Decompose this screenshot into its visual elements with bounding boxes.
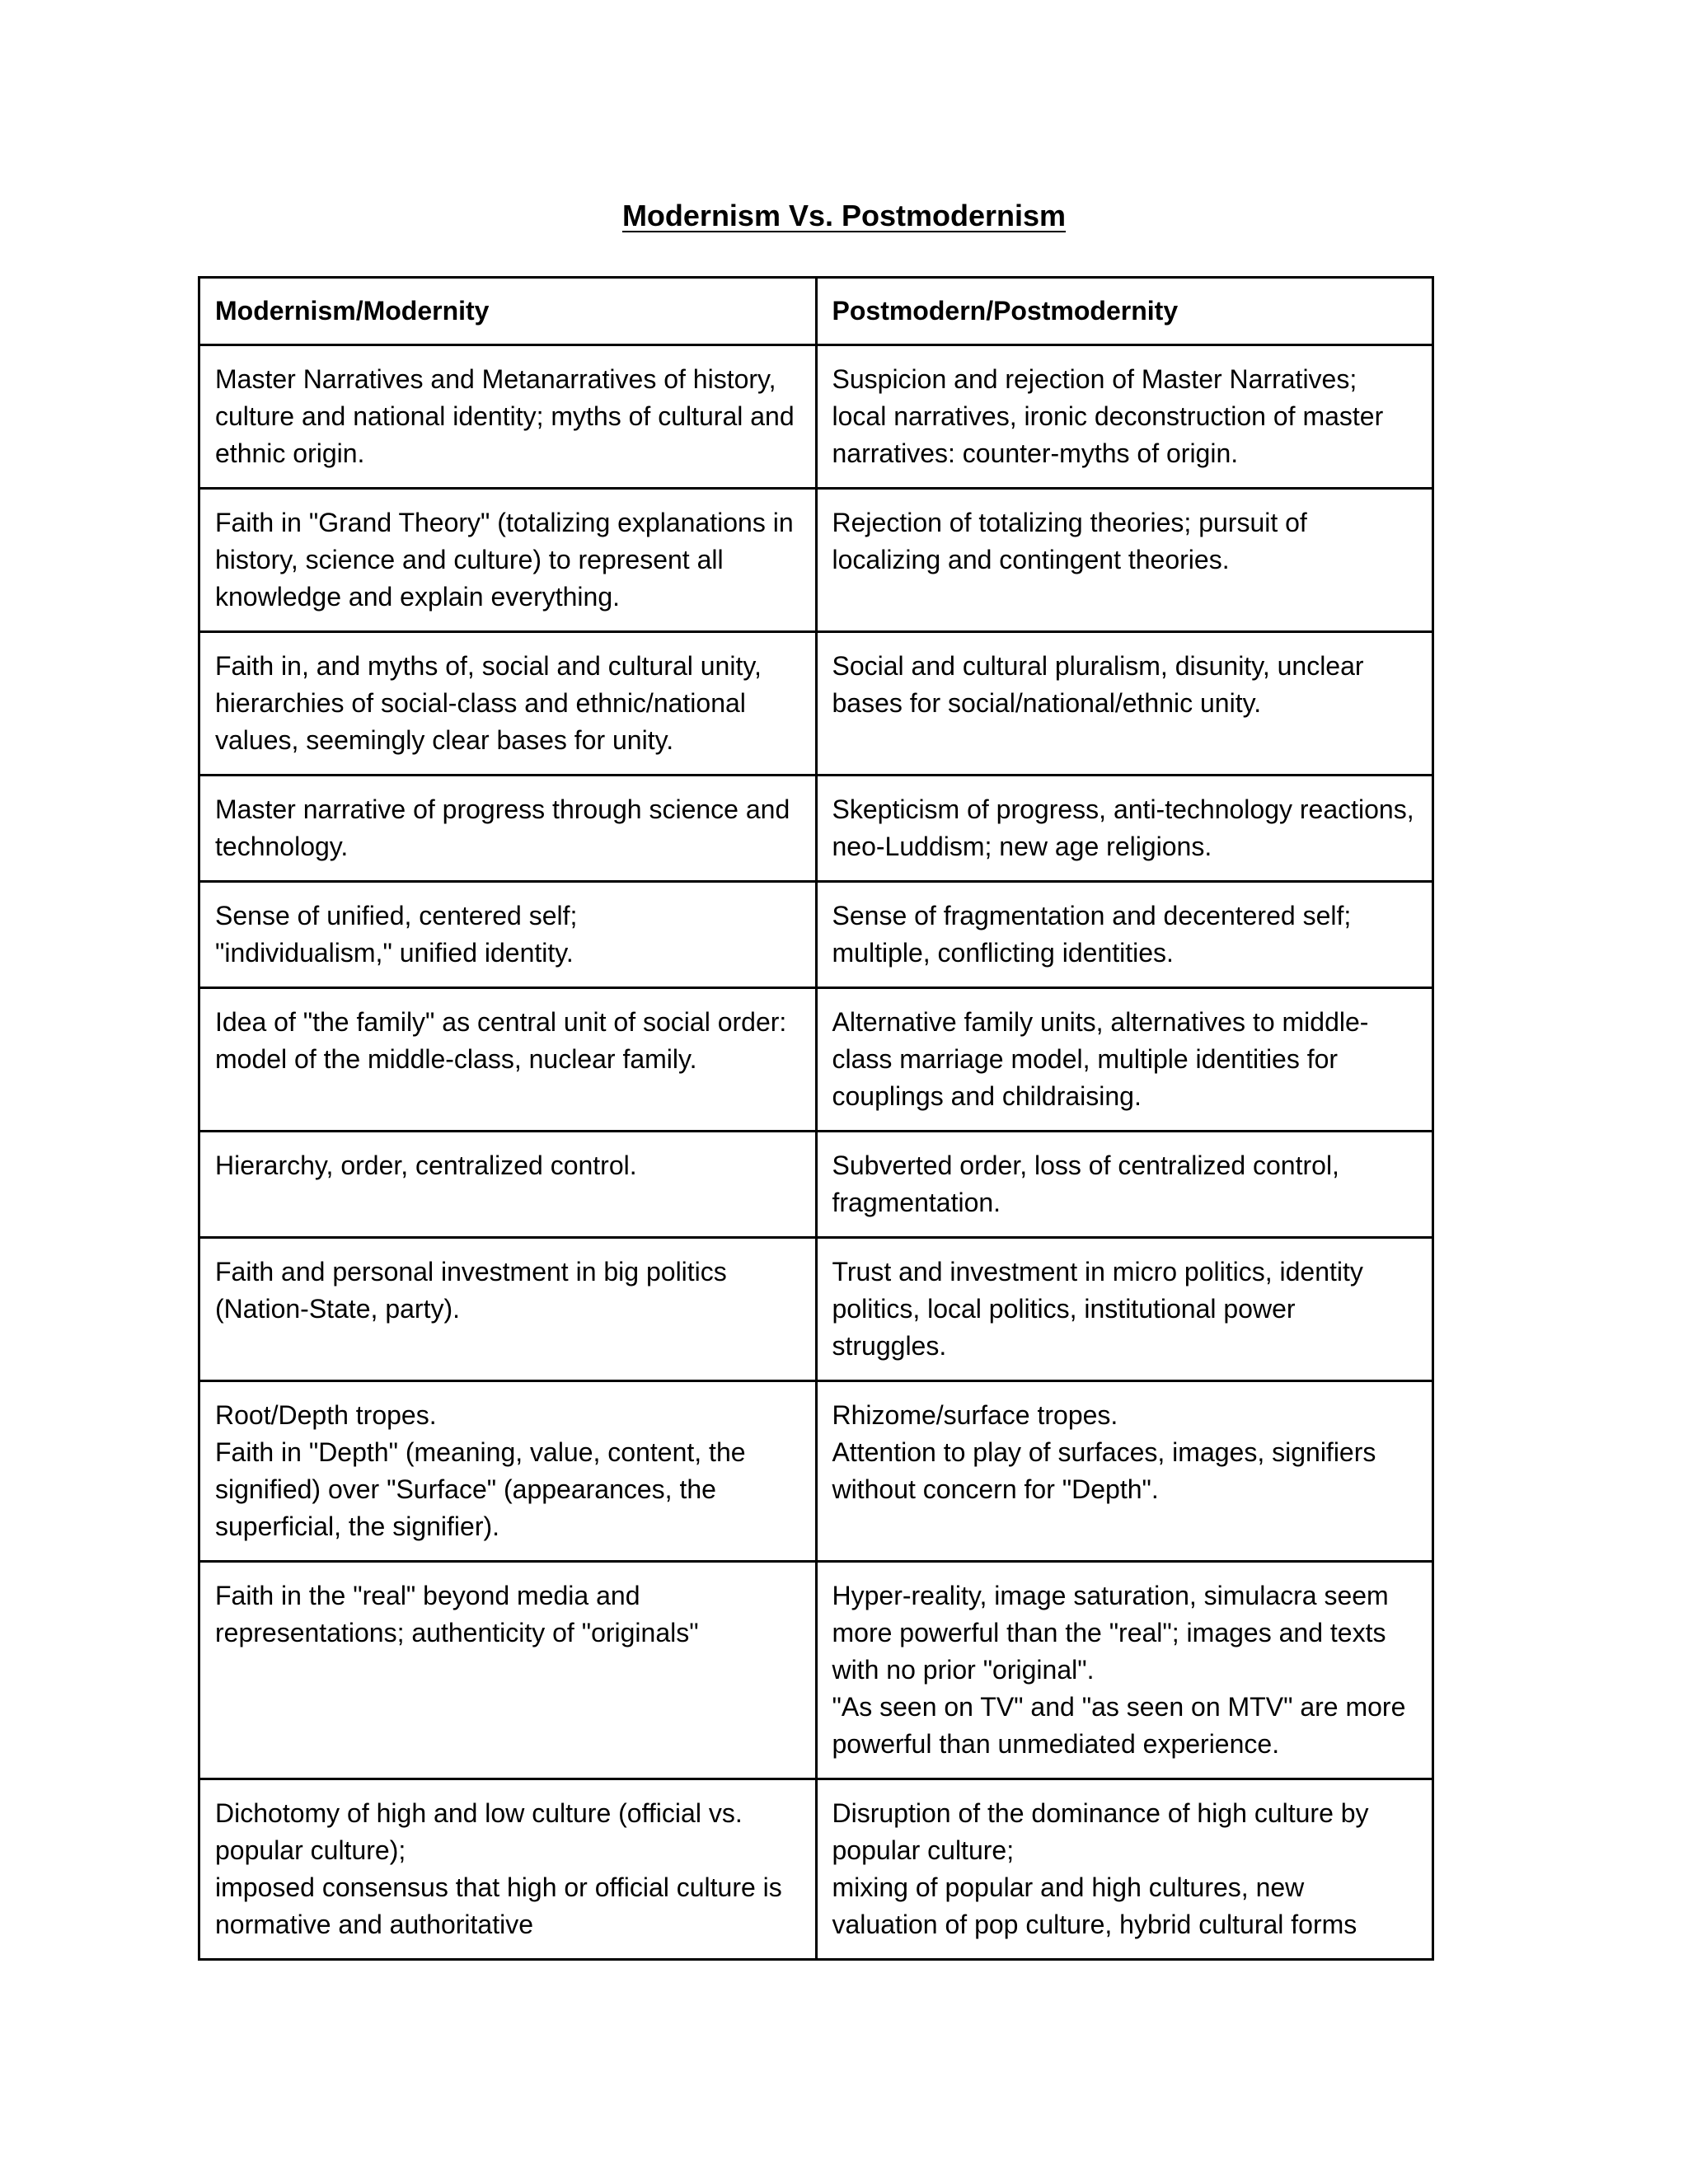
cell-text: imposed consensus that high or official culture is normative and authoritative <box>215 1872 782 1939</box>
cell-text: Dichotomy of high and low culture (official vs. popular culture); <box>215 1798 743 1865</box>
cell-text: Master narrative of progress through science and technology. <box>215 794 790 861</box>
table-row <box>199 988 1433 1132</box>
cell-postmodernism <box>816 1562 1433 1779</box>
cell-text: Trust and investment in micro politics, identity politics, local politics, institutional power struggles. <box>832 1257 1363 1361</box>
table-row <box>199 882 1433 988</box>
cell-modernism <box>199 882 817 988</box>
table-row <box>199 1562 1433 1779</box>
cell-text: Faith in "Depth" (meaning, value, content, the signified) over "Surface" (appearances, the superficial, the signifier). <box>215 1437 746 1541</box>
cell-text: Idea of "the family" as central unit of social order: model of the middle-class, nuclear family. <box>215 1007 787 1074</box>
cell-text: Rhizome/surface tropes. <box>832 1400 1118 1430</box>
cell-postmodernism <box>816 489 1433 632</box>
page-title: Modernism Vs. Postmodernism <box>621 199 1067 232</box>
cell-text: Disruption of the dominance of high culture by popular culture; <box>832 1798 1369 1865</box>
cell-text: Social and cultural pluralism, disunity, unclear bases for social/national/ethnic unity. <box>832 651 1364 718</box>
cell-text: Faith in, and myths of, social and cultural unity, hierarchies of social-class and ethnic/national values, seemingly clear bases for unity. <box>215 651 762 755</box>
cell-text: Hierarchy, order, centralized control. <box>215 1151 637 1180</box>
cell-text: Subverted order, loss of centralized control, fragmentation. <box>832 1151 1339 1217</box>
table-row <box>199 1381 1433 1562</box>
cell-postmodernism <box>816 776 1433 882</box>
cell-modernism <box>199 1562 817 1779</box>
table-row <box>199 345 1433 489</box>
cell-text: Faith and personal investment in big politics (Nation-State, party). <box>215 1257 727 1324</box>
cell-text: Master Narratives and Metanarratives of history, culture and national identity; myths of cultural and ethnic origin. <box>215 364 795 468</box>
cell-modernism <box>199 489 817 632</box>
cell-postmodernism <box>816 1132 1433 1238</box>
cell-text: Hyper-reality, image saturation, simulacra seem more powerful than the "real"; images and texts with no prior "original". <box>832 1581 1389 1685</box>
cell-modernism <box>199 776 817 882</box>
cell-text: Faith in the "real" beyond media and representations; authenticity of "originals" <box>215 1581 699 1647</box>
cell-text: Skepticism of progress, anti-technology reactions, neo-Luddism; new age religions. <box>832 794 1414 861</box>
cell-text: Faith in "Grand Theory" (totalizing explanations in history, science and culture) to represent all knowledge and explain everything. <box>215 508 794 612</box>
cell-text: "As seen on TV" and "as seen on MTV" are more powerful than unmediated experience. <box>832 1692 1406 1759</box>
cell-postmodernism <box>816 988 1433 1132</box>
header-postmodernism: Postmodern/Postmodernity <box>816 278 1433 345</box>
table-header-row <box>199 278 1433 345</box>
cell-modernism <box>199 1381 817 1562</box>
cell-modernism <box>199 1779 817 1960</box>
cell-modernism <box>199 1238 817 1381</box>
table-row <box>199 1132 1433 1238</box>
cell-postmodernism <box>816 1238 1433 1381</box>
table-row <box>199 632 1433 776</box>
table-row <box>199 1238 1433 1381</box>
cell-text: Suspicion and rejection of Master Narratives; local narratives, ironic deconstruction of master narratives: counter-myths of origin. <box>832 364 1384 468</box>
cell-text: Sense of fragmentation and decentered self; multiple, conflicting identities. <box>832 901 1352 968</box>
header-modernism: Modernism/Modernity <box>199 278 817 345</box>
cell-text: Alternative family units, alternatives to middle-class marriage model, multiple identities for couplings and childraising. <box>832 1007 1369 1111</box>
cell-postmodernism <box>816 632 1433 776</box>
comparison-table <box>198 276 1434 1961</box>
cell-postmodernism <box>816 1779 1433 1960</box>
cell-postmodernism <box>816 882 1433 988</box>
cell-text: mixing of popular and high cultures, new valuation of pop culture, hybrid cultural forms <box>832 1872 1357 1939</box>
cell-text: Attention to play of surfaces, images, signifiers without concern for "Depth". <box>832 1437 1376 1504</box>
table-row <box>199 489 1433 632</box>
cell-text: "individualism," unified identity. <box>215 938 574 968</box>
cell-text: Rejection of totalizing theories; pursuit of localizing and contingent theories. <box>832 508 1307 574</box>
cell-modernism <box>199 988 817 1132</box>
table-row <box>199 1779 1433 1960</box>
cell-text: Sense of unified, centered self; <box>215 901 578 930</box>
table-row <box>199 776 1433 882</box>
cell-modernism <box>199 632 817 776</box>
cell-modernism <box>199 345 817 489</box>
cell-postmodernism <box>816 345 1433 489</box>
cell-text: Root/Depth tropes. <box>215 1400 437 1430</box>
cell-modernism <box>199 1132 817 1238</box>
cell-postmodernism <box>816 1381 1433 1562</box>
